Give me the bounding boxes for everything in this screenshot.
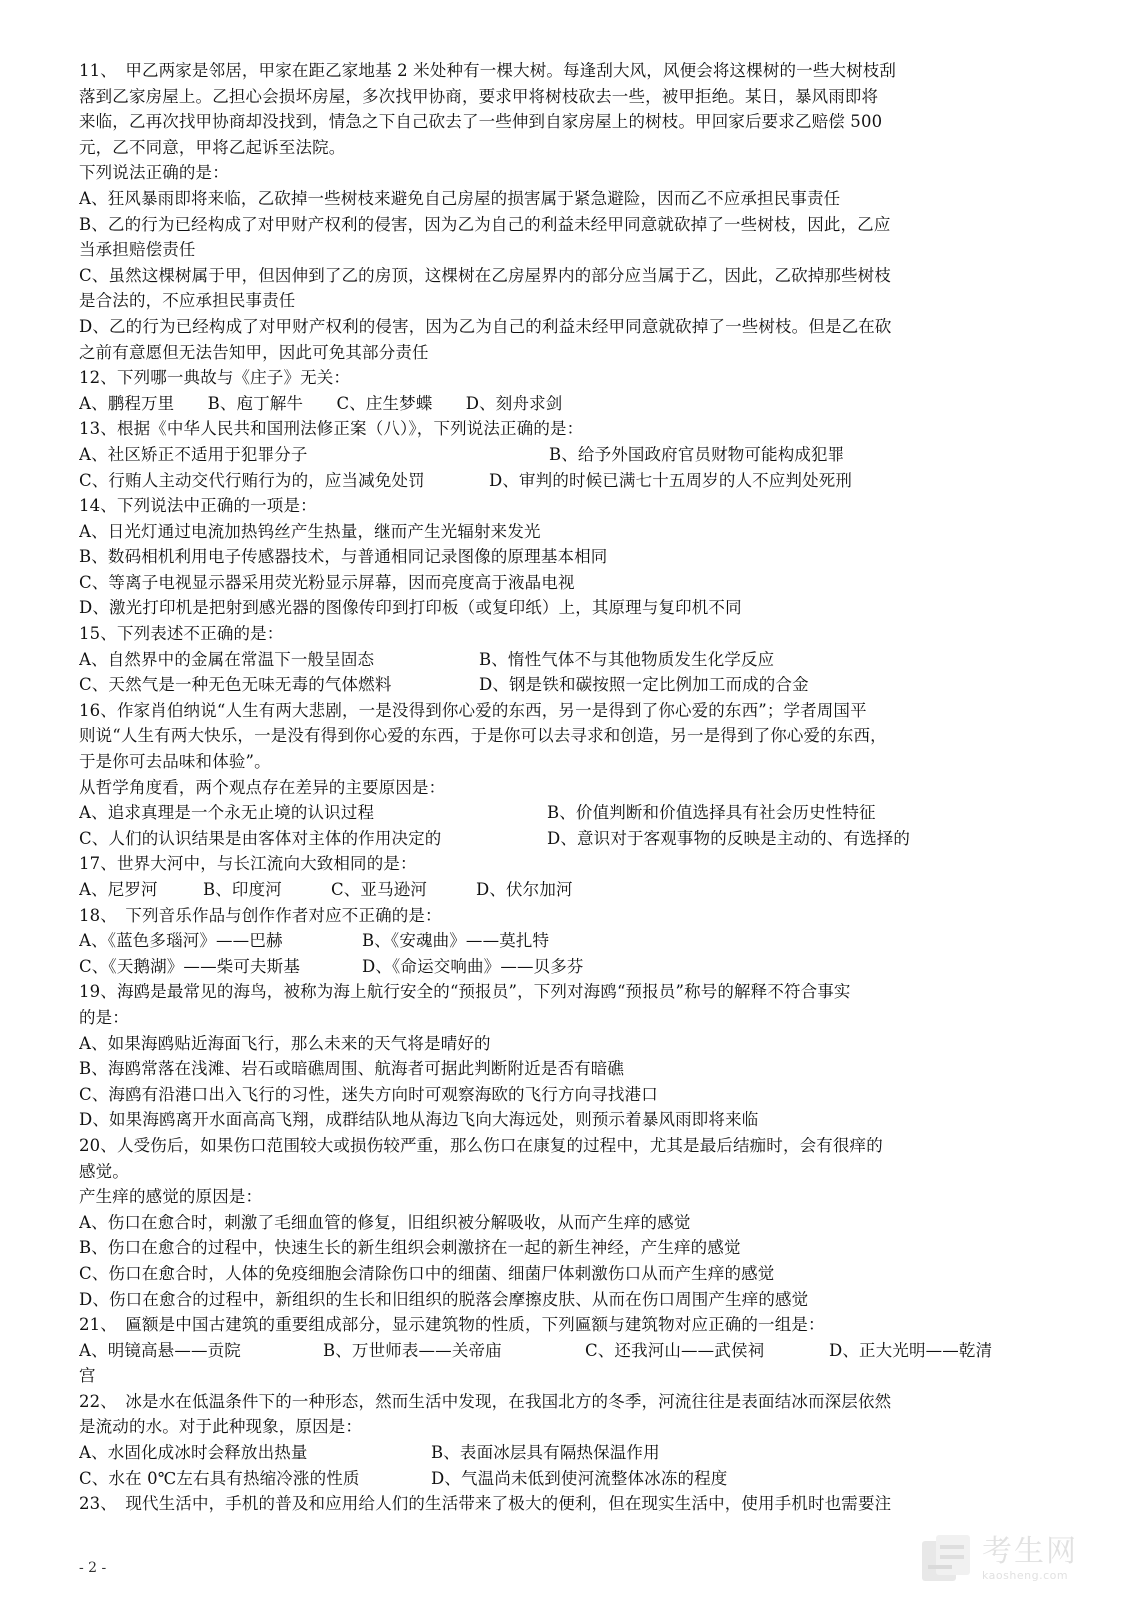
- q14-option-d: D、激光打印机是把射到感光器的图像传印到打印板（或复印纸）上，其原理与复印机不同: [79, 598, 742, 618]
- watermark-url: kaosheng.com: [982, 1569, 1069, 1582]
- q11-option-d-line-2: 之前有意愿但无法告知甲，因此可免其部分责任: [79, 342, 429, 362]
- q16-options-row-1: [79, 800, 1054, 826]
- q17-option-d: D、伏尔加河: [476, 880, 573, 899]
- q20-stem-line-2: 感觉。: [79, 1161, 129, 1181]
- q22-stem-line-1: 22、 冰是水在低温条件下的一种形态，然而生活中发现，在我国北方的冬季，河流往往是表面结冰而深层依然: [79, 1391, 892, 1411]
- q19-option-d: D、如果海鸥离开水面高高飞翔，成群结队地从海边飞向大海远处，则预示着暴风雨即将来临: [79, 1110, 759, 1130]
- q16-stem-line-1: 16、作家肖伯纳说“人生有两大悲剧，一是没得到你心爱的东西，另一是得到了你心爱的东西”；学者周国平: [79, 700, 867, 720]
- q17-stem: 17、世界大河中，与长江流向大致相同的是：: [79, 854, 417, 874]
- q17-option-c: C、亚马逊河: [331, 880, 428, 899]
- q22-stem-line-2: 是流动的水。对于此种现象，原因是：: [79, 1417, 363, 1437]
- q20-stem-line-1: 20、人受伤后，如果伤口范围较大或损伤较严重，那么伤口在康复的过程中，尤其是最后结痂时，会有很痒的: [79, 1135, 883, 1155]
- q20-option-a: A、伤口在愈合时，刺激了毛细血管的修复，旧组织被分解吸收，从而产生痒的感觉: [79, 1212, 691, 1232]
- q16-stem-line-2: 则说“人生有两大快乐，一是没有得到你心爱的东西，于是你可以去寻求和创造，另一是得到了你心爱的东西，: [79, 726, 887, 746]
- q18-stem: 18、 下列音乐作品与创作作者对应不正确的是：: [79, 905, 442, 925]
- q22-option-b: B、表面冰层具有隔热保温作用: [431, 1443, 660, 1463]
- q19-stem-line-1: 19、海鸥是最常见的海鸟，被称为海上航行安全的“预报员”，下列对海鸥“预报员”称号的解释不符合事实: [79, 982, 851, 1002]
- q11-option-c-line-1: C、虽然这棵树属于甲，但因伸到了乙的房顶，这棵树在乙房屋界内的部分应当属于乙，因此，乙砍掉那些树枝: [79, 265, 891, 285]
- q21-option-c: C、还我河山——武侯祠: [585, 1340, 765, 1360]
- q13-stem: 13、根据《中华人民共和国刑法修正案（八）》，下列说法正确的是：: [79, 419, 584, 439]
- q20-option-c: C、伤口在愈合时，人体的免疫细胞会清除伤口中的细菌、细菌尸体刺激伤口从而产生痒的感觉: [79, 1263, 775, 1283]
- q17-options-row: [79, 877, 1054, 903]
- q23-stem-line-1: 23、 现代生活中，手机的普及和应用给人们的生活带来了极大的便利，但在现实生活中，使用手机时也需要注: [79, 1494, 892, 1514]
- q20-prompt: 产生痒的感觉的原因是：: [79, 1187, 263, 1207]
- q14-option-a: A、日光灯通过电流加热钨丝产生热量，继而产生光辐射来发光: [79, 521, 541, 541]
- q20-option-d: D、伤口在愈合的过程中，新组织的生长和旧组织的脱落会摩擦皮肤、从而在伤口周围产生痒的感觉: [79, 1289, 809, 1309]
- q19-option-b: B、海鸥常落在浅滩、岩石或暗礁周围、航海者可据此判断附近是否有暗礁: [79, 1059, 625, 1079]
- q17-option-a: A、尼罗河: [79, 880, 158, 899]
- q16-option-c: C、人们的认识结果是由客体对主体的作用决定的: [79, 828, 442, 848]
- q13-options-row-1: [79, 442, 1054, 468]
- q18-option-b: B、《安魂曲》——莫扎特: [362, 931, 550, 951]
- q13-option-c: C、行贿人主动交代行贿行为的，应当减免处罚: [79, 470, 425, 490]
- q11-option-b-line-1: B、乙的行为已经构成了对甲财产权利的侵害，因为乙为自己的利益未经甲同意就砍掉了一些树枝，因此，乙应: [79, 214, 891, 234]
- q12-stem: 12、下列哪一典故与《庄子》无关：: [79, 368, 351, 388]
- q12-options: A、鹏程万里 B、庖丁解牛 C、庄生梦蝶 D、刻舟求剑: [79, 393, 563, 413]
- q11-stem-line-3: 来临，乙再次找甲协商却没找到，情急之下自己砍去了一些伸到自家房屋上的树枝。甲回家后要求乙赔偿 500: [79, 112, 883, 132]
- q21-stem: 21、 匾额是中国古建筑的重要组成部分，显示建筑物的性质，下列匾额与建筑物对应正确的一组是：: [79, 1315, 825, 1335]
- q18-options-row-2: [79, 954, 1054, 980]
- q18-option-d: D、《命运交响曲》——贝多芬: [362, 956, 584, 976]
- watermark-text: 考生网: [982, 1534, 1078, 1569]
- q21-option-d-wrap: 宫: [79, 1366, 96, 1386]
- q16-option-d: D、意识对于客观事物的反映是主动的、有选择的: [547, 828, 911, 848]
- q15-option-d: D、钢是铁和碳按照一定比例加工而成的合金: [479, 675, 809, 695]
- page-number: - 2 -: [79, 1560, 107, 1576]
- watermark: [918, 1528, 1123, 1590]
- q15-option-c: C、天然气是一种无色无味无毒的气体燃料: [79, 675, 392, 695]
- q13-option-a: A、社区矫正不适用于犯罪分子: [79, 444, 308, 464]
- q11-option-b-line-2: 当承担赔偿责任: [79, 240, 196, 260]
- q15-option-b: B、惰性气体不与其他物质发生化学反应: [479, 649, 775, 669]
- q15-options-row-1: [79, 647, 1054, 673]
- q11-stem-line-2: 落到乙家房屋上。乙担心会损坏房屋，多次找甲协商，要求甲将树枝砍去一些，被甲拒绝。某日，暴风雨即将: [79, 86, 879, 106]
- q21-options-row: [79, 1338, 1054, 1364]
- q11-option-a: A、狂风暴雨即将来临，乙砍掉一些树枝来避免自己房屋的损害属于紧急避险，因而乙不应承担民事责任: [79, 188, 841, 208]
- q13-options-row-2: [79, 468, 1054, 494]
- q11-option-d-line-1: D、乙的行为已经构成了对甲财产权利的侵害，因为乙为自己的利益未经甲同意就砍掉了一些树枝。但是乙在砍: [79, 316, 892, 336]
- q14-option-b: B、数码相机利用电子传感器技术，与普通相同记录图像的原理基本相同: [79, 547, 608, 567]
- document-page: [79, 58, 1054, 1517]
- q16-option-b: B、价值判断和价值选择具有社会历史性特征: [547, 803, 876, 823]
- q18-option-a: A、《蓝色多瑙河》——巴赫: [79, 931, 283, 951]
- q19-stem-line-2: 的是：: [79, 1007, 129, 1027]
- q22-option-c: C、水在 0℃左右具有热缩冷涨的性质: [79, 1468, 360, 1488]
- q18-option-c: C、《天鹅湖》——柴可夫斯基: [79, 956, 300, 976]
- q19-option-a: A、如果海鸥贴近海面飞行，那么未来的天气将是晴好的: [79, 1033, 491, 1053]
- q18-options-row-1: [79, 928, 1054, 954]
- q16-options-row-2: [79, 826, 1054, 852]
- q22-options-row-2: [79, 1466, 1054, 1492]
- q16-stem-line-3: 于是你可去品味和体验”。: [79, 752, 271, 772]
- q17-option-b: B、印度河: [203, 880, 282, 899]
- q16-option-a: A、追求真理是一个永无止境的认识过程: [79, 803, 375, 823]
- q11-stem-line-4: 元，乙不同意，甲将乙起诉至法院。: [79, 137, 346, 157]
- q14-stem: 14、下列说法中正确的一项是：: [79, 496, 317, 516]
- q20-option-b: B、伤口在愈合的过程中，快速生长的新生组织会刺激挤在一起的新生神经，产生痒的感觉: [79, 1238, 741, 1258]
- q22-option-a: A、水固化成冰时会释放出热量: [79, 1443, 308, 1463]
- q15-options-row-2: [79, 672, 1054, 698]
- q15-option-a: A、自然界中的金属在常温下一般呈固态: [79, 649, 375, 669]
- q21-option-b: B、万世师表——关帝庙: [323, 1340, 502, 1360]
- q16-prompt: 从哲学角度看，两个观点存在差异的主要原因是：: [79, 777, 446, 797]
- q13-option-d: D、审判的时候已满七十五周岁的人不应判处死刑: [489, 470, 853, 490]
- q22-options-row-1: [79, 1440, 1054, 1466]
- q11-prompt: 下列说法正确的是：: [79, 163, 229, 183]
- q13-option-b: B、给予外国政府官员财物可能构成犯罪: [549, 444, 845, 464]
- kaosheng-logo-icon: [918, 1531, 974, 1587]
- q21-option-d: D、正大光明——乾清: [829, 1340, 993, 1360]
- q15-stem: 15、下列表述不正确的是：: [79, 624, 284, 644]
- q22-option-d: D、气温尚未低到使河流整体冰冻的程度: [431, 1468, 728, 1488]
- q21-option-a: A、明镜高悬——贡院: [79, 1340, 241, 1360]
- q19-option-c: C、海鸥有沿港口出入飞行的习性，迷失方向时可观察海欧的飞行方向寻找港口: [79, 1084, 658, 1104]
- q11-stem-line-1: 11、 甲乙两家是邻居，甲家在距乙家地基 2 米处种有一棵大树。每逢刮大风，风便会将这棵树的一些大树枝刮: [79, 61, 897, 80]
- q14-option-c: C、等离子电视显示器采用荧光粉显示屏幕，因而亮度高于液晶电视: [79, 572, 575, 592]
- q11-option-c-line-2: 是合法的，不应承担民事责任: [79, 291, 296, 311]
